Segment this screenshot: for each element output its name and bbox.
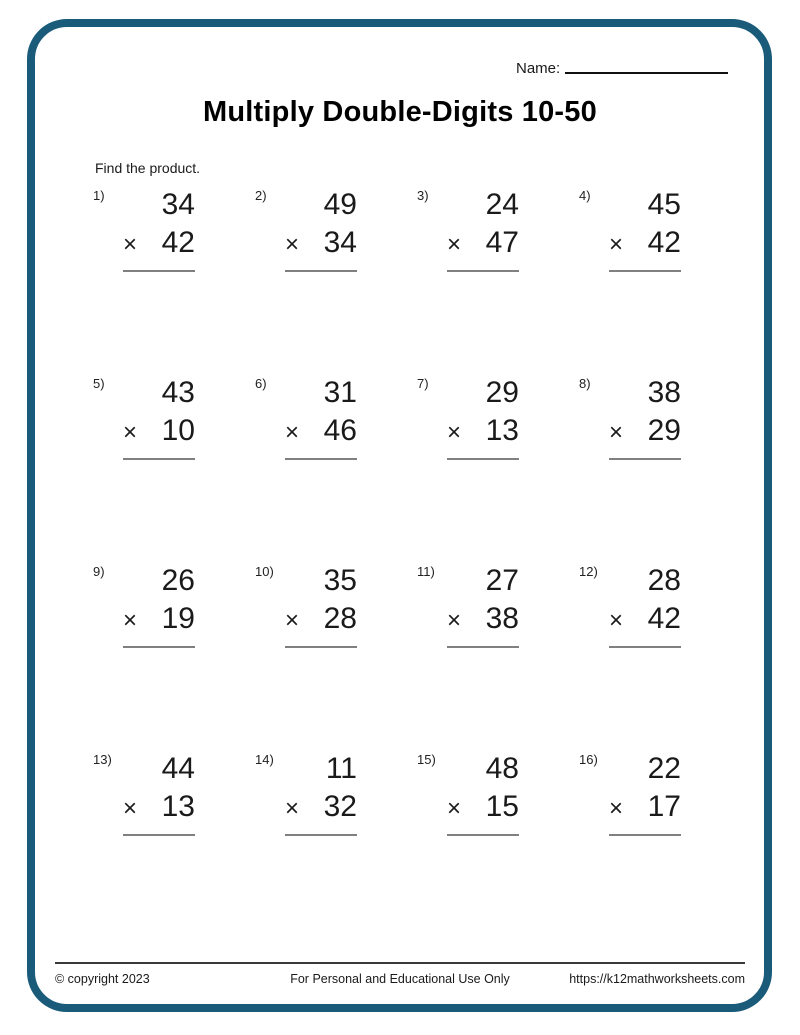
problem-number: 3) [417,188,429,203]
problem-cell-1 [93,186,255,374]
times-icon: × [609,419,624,446]
answer-line [285,646,357,648]
footer-copyright: © copyright 2023 [55,972,150,986]
problem-cell-5 [93,374,255,562]
multiplicand: 24 [485,188,519,221]
multiplication-problem [285,562,357,648]
multiplication-problem [285,186,357,272]
multiplicand: 29 [485,376,519,409]
multiplication-problem [285,374,357,460]
multiplicand: 38 [647,376,681,409]
problem-cell-3 [417,186,579,374]
multiplicand: 49 [323,188,357,221]
problems-grid [93,186,741,938]
name-label: Name: [516,60,561,77]
multiplication-problem [447,562,519,648]
problem-cell-14 [255,750,417,938]
times-icon: × [285,607,300,634]
answer-line [285,270,357,272]
multiplicand: 45 [647,188,681,221]
multiplier-row [123,412,195,453]
multiplicand: 28 [647,564,681,597]
problem-cell-10 [255,562,417,750]
problem-cell-13 [93,750,255,938]
multiplicand: 34 [161,188,195,221]
multiplier-row [123,224,195,265]
multiplier-row [447,788,519,829]
multiplier: 46 [323,414,357,447]
problem-number: 10) [255,564,274,579]
problem-cell-11 [417,562,579,750]
multiplier: 15 [485,790,519,823]
multiplication-problem [123,186,195,272]
times-icon: × [447,607,462,634]
problem-number: 14) [255,752,274,767]
times-icon: × [609,231,624,258]
instruction-text: Find the product. [95,160,201,176]
footer-usage-text: For Personal and Educational Use Only [290,972,510,986]
problem-number: 8) [579,376,591,391]
name-blank-line [565,70,728,74]
times-icon: × [609,795,624,822]
times-icon: × [609,607,624,634]
times-icon: × [285,231,300,258]
problem-cell-7 [417,374,579,562]
multiplier-row [285,788,357,829]
answer-line [609,646,681,648]
multiplier: 13 [485,414,519,447]
problem-number: 12) [579,564,598,579]
multiplicand: 11 [325,752,357,785]
multiplicand: 43 [161,376,195,409]
multiplier-row [123,600,195,641]
problem-cell-9 [93,562,255,750]
multiplicand: 22 [647,752,681,785]
answer-line [285,834,357,836]
multiplicand: 27 [485,564,519,597]
multiplicand: 35 [323,564,357,597]
name-row [516,60,728,77]
times-icon: × [285,795,300,822]
multiplier-row [447,224,519,265]
multiplicand: 31 [323,376,357,409]
multiplication-problem [447,750,519,836]
multiplication-problem [447,374,519,460]
multiplier: 47 [485,226,519,259]
problem-number: 7) [417,376,429,391]
problem-cell-6 [255,374,417,562]
answer-line [609,458,681,460]
times-icon: × [123,607,138,634]
multiplication-problem [285,750,357,836]
multiplier-row [447,600,519,641]
multiplier-row [285,412,357,453]
answer-line [447,270,519,272]
problem-cell-2 [255,186,417,374]
problem-cell-12 [579,562,741,750]
page-title: Multiply Double-Digits 10-50 [203,96,597,128]
times-icon: × [447,231,462,258]
multiplicand: 44 [161,752,195,785]
multiplication-problem [447,186,519,272]
multiplier-row [609,412,681,453]
answer-line [123,646,195,648]
problem-number: 2) [255,188,267,203]
answer-line [447,646,519,648]
multiplication-problem [123,562,195,648]
multiplier-row [609,224,681,265]
multiplication-problem [609,750,681,836]
multiplication-problem [609,562,681,648]
problem-number: 4) [579,188,591,203]
multiplier-row [285,224,357,265]
answer-line [285,458,357,460]
problem-cell-8 [579,374,741,562]
answer-line [609,270,681,272]
times-icon: × [123,231,138,258]
multiplier: 34 [323,226,357,259]
problem-number: 15) [417,752,436,767]
multiplication-problem [609,186,681,272]
multiplier-row [447,412,519,453]
multiplier: 19 [161,602,195,635]
multiplier: 29 [647,414,681,447]
multiplier-row [609,788,681,829]
multiplicand: 26 [161,564,195,597]
answer-line [123,270,195,272]
multiplication-problem [123,374,195,460]
multiplier: 13 [161,790,195,823]
times-icon: × [123,795,138,822]
multiplication-problem [609,374,681,460]
problem-cell-16 [579,750,741,938]
multiplier: 28 [323,602,357,635]
multiplier: 42 [647,602,681,635]
times-icon: × [447,419,462,446]
problem-number: 11) [417,564,435,579]
multiplier: 10 [161,414,195,447]
problem-number: 5) [93,376,105,391]
footer-website-link: https://k12mathworksheets.com [569,972,745,986]
multiplier: 42 [161,226,195,259]
multiplier: 38 [485,602,519,635]
times-icon: × [285,419,300,446]
problem-number: 6) [255,376,267,391]
answer-line [447,458,519,460]
multiplier: 42 [647,226,681,259]
answer-line [123,458,195,460]
multiplier: 32 [323,790,357,823]
problem-cell-15 [417,750,579,938]
multiplier-row [285,600,357,641]
answer-line [447,834,519,836]
problem-number: 9) [93,564,105,579]
problem-cell-4 [579,186,741,374]
problem-number: 13) [93,752,112,767]
multiplicand: 48 [485,752,519,785]
footer-divider [55,962,745,964]
times-icon: × [123,419,138,446]
multiplier-row [123,788,195,829]
answer-line [609,834,681,836]
times-icon: × [447,795,462,822]
answer-line [123,834,195,836]
multiplication-problem [123,750,195,836]
multiplier: 17 [647,790,681,823]
problem-number: 1) [93,188,105,203]
problem-number: 16) [579,752,598,767]
multiplier-row [609,600,681,641]
